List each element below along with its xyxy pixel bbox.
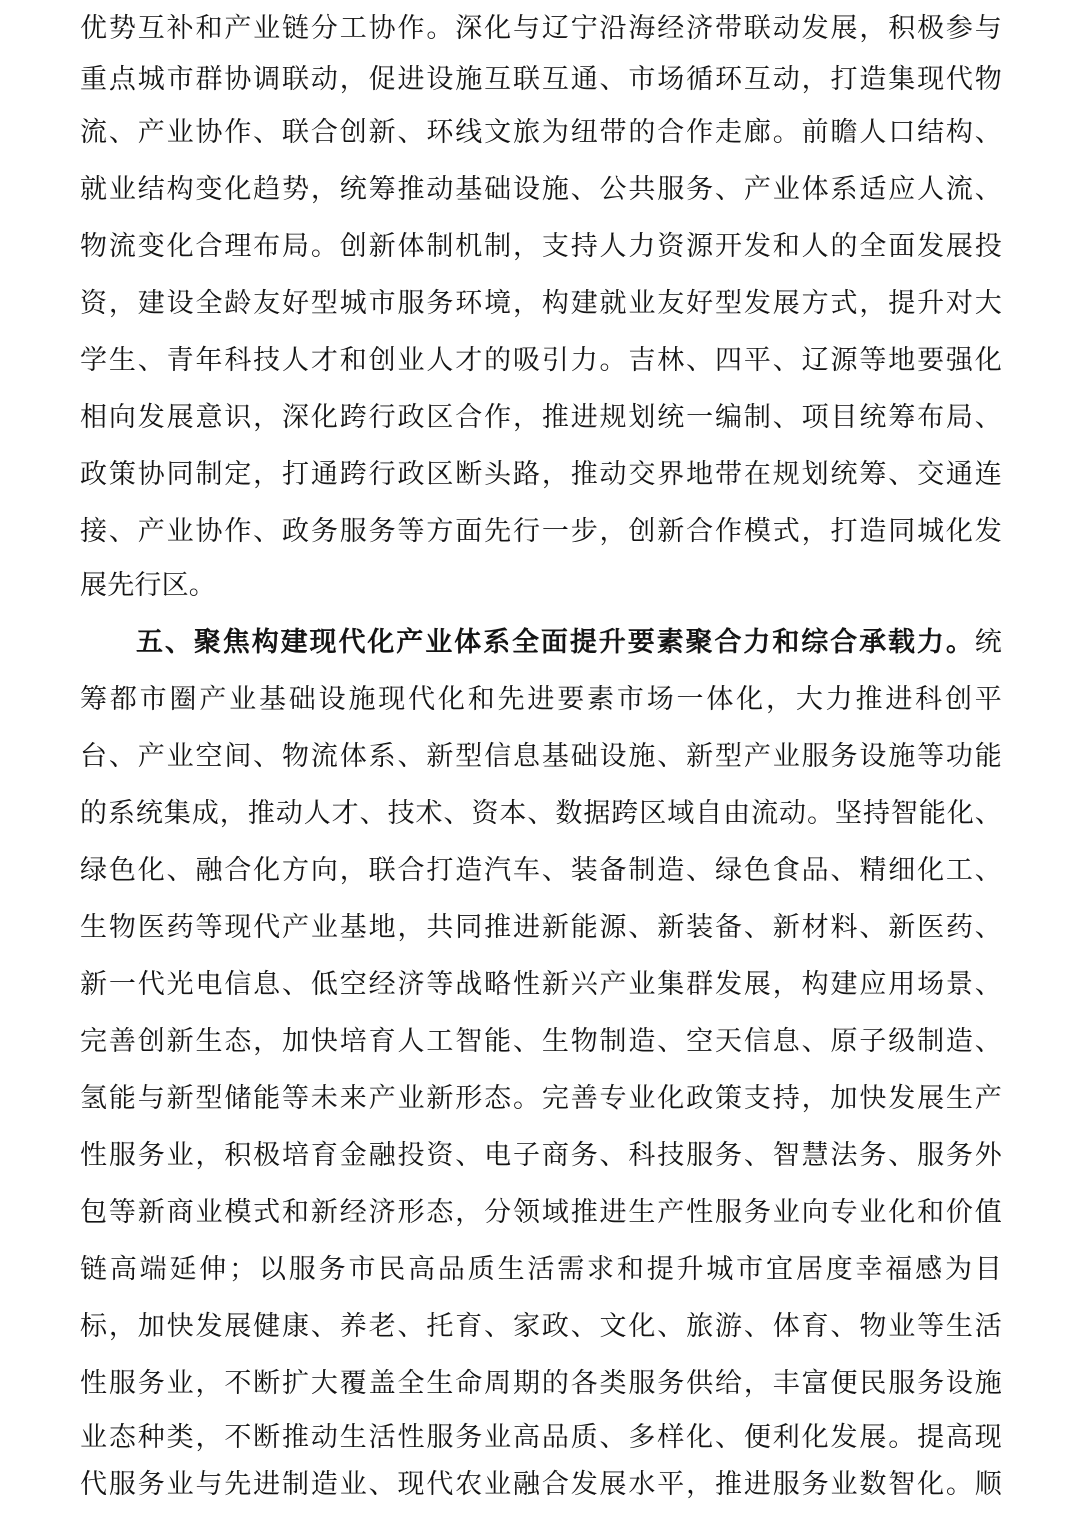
- text-line: 绿色化、融合化方向，联合打造汽车、装备制造、绿色食品、精细化工、: [80, 855, 1002, 886]
- text-line: 资，建设全龄友好型城市服务环境，构建就业友好型发展方式，提升对大: [80, 288, 1002, 319]
- text-line: 生物医药等现代产业基地，共同推进新能源、新装备、新材料、新医药、: [80, 912, 1002, 943]
- text-line: 接、产业协作、政务服务等方面先行一步，创新合作模式，打造同城化发: [80, 516, 1002, 547]
- text-line: 性服务业，不断扩大覆盖全生命周期的各类服务供给，丰富便民服务设施: [80, 1368, 1002, 1399]
- section-heading-line: [136, 614, 1002, 672]
- text-line: 的系统集成，推动人才、技术、资本、数据跨区域自由流动。坚持智能化、: [80, 798, 1002, 829]
- text-line: 代服务业与先进制造业、现代农业融合发展水平，推进服务业数智化。顺: [80, 1469, 1002, 1500]
- text-line: 新一代光电信息、低空经济等战略性新兴产业集群发展，构建应用场景、: [80, 969, 1002, 1000]
- text-line: 筹都市圈产业基础设施现代化和先进要素市场一体化，大力推进科创平: [80, 684, 1002, 715]
- heading-tail-text: 统: [974, 627, 1002, 658]
- text-line: 业态种类，不断推动生活性服务业高品质、多样化、便利化发展。提高现: [80, 1422, 1002, 1453]
- text-line: 流、产业协作、联合创新、环线文旅为纽带的合作走廊。前瞻人口结构、: [80, 117, 1002, 148]
- text-line: 物流变化合理布局。创新体制机制，支持人力资源开发和人的全面发展投: [80, 231, 1002, 262]
- text-line: 性服务业，积极培育金融投资、电子商务、科技服务、智慧法务、服务外: [80, 1140, 1002, 1171]
- text-line: 相向发展意识，深化跨行政区合作，推进规划统一编制、项目统筹布局、: [80, 402, 1002, 433]
- text-line: 包等新商业模式和新经济形态，分领域推进生产性服务业向专业化和价值: [80, 1197, 1002, 1228]
- text-line: 政策协同制定，打通跨行政区断头路，推动交界地带在规划统筹、交通连: [80, 459, 1002, 490]
- text-line: 学生、青年科技人才和创业人才的吸引力。吉林、四平、辽源等地要强化: [80, 345, 1002, 376]
- section-heading: 五、聚焦构建现代化产业体系全面提升要素聚合力和综合承载力。: [136, 627, 975, 658]
- text-line: 标，加快发展健康、养老、托育、家政、文化、旅游、体育、物业等生活: [80, 1311, 1002, 1342]
- text-line: 就业结构变化趋势，统筹推动基础设施、公共服务、产业体系适应人流、: [80, 174, 1002, 205]
- text-line: 重点城市群协调联动，促进设施互联互通、市场循环互动，打造集现代物: [80, 64, 1002, 95]
- text-line: 台、产业空间、物流体系、新型信息基础设施、新型产业服务设施等功能: [80, 741, 1002, 772]
- text-line: 完善创新生态，加快培育人工智能、生物制造、空天信息、原子级制造、: [80, 1026, 1002, 1057]
- text-line: 氢能与新型储能等未来产业新形态。完善专业化政策支持，加快发展生产: [80, 1083, 1002, 1114]
- text-line: 展先行区。: [80, 570, 216, 601]
- text-line: 链高端延伸；以服务市民高品质生活需求和提升城市宜居度幸福感为目: [80, 1254, 1002, 1285]
- text-line: 优势互补和产业链分工协作。深化与辽宁沿海经济带联动发展，积极参与: [80, 13, 1002, 44]
